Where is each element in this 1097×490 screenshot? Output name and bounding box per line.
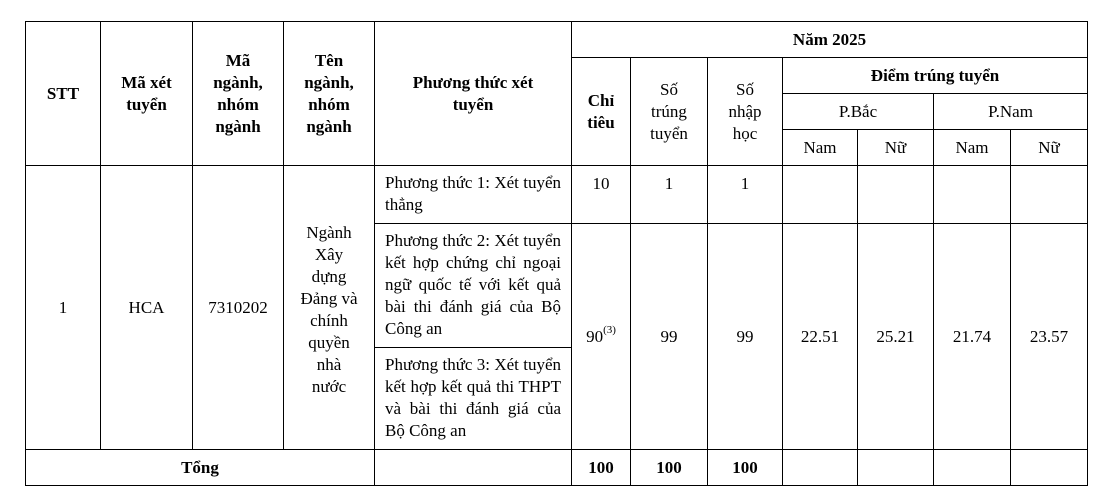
header-ma-nganh-line: Mã [225, 50, 251, 70]
row-stt: 1 [26, 166, 101, 450]
combined-p-nam-nu: 23.57 [1011, 224, 1088, 450]
combined-p-nam-nam: 21.74 [934, 224, 1011, 450]
total-chi-tieu: 100 [572, 450, 631, 486]
header-ma-xet-tuyen-line: tuyển [126, 94, 167, 114]
header-stt: STT [26, 22, 101, 166]
header-ma-xet-tuyen [101, 22, 193, 166]
total-p-bac-nu [858, 450, 934, 486]
header-ten-nganh-line: ngành, [304, 72, 354, 92]
total-p-nam-nu [1011, 450, 1088, 486]
header-p-bac-nam: Nam [783, 130, 858, 166]
total-row [26, 450, 1088, 486]
admission-results-table [25, 21, 1088, 486]
total-method-empty [375, 450, 572, 486]
row-ma-nganh: 7310202 [193, 166, 284, 450]
header-p-bac: P.Bắc [783, 94, 934, 130]
header-phuong-thuc [375, 22, 572, 166]
header-phuong-thuc-line: Phương thức xét [412, 72, 534, 92]
header-ten-nganh-line: nhóm [308, 94, 350, 114]
header-ma-xet-tuyen-line: Mã xét [121, 72, 172, 92]
combined-p-bac-nam: 22.51 [783, 224, 858, 450]
row-ten-nganh-line: Xây [314, 245, 344, 264]
header-so-trung-tuyen-line: Số [660, 79, 678, 99]
method-1-text: Phương thức 1: Xét tuyển thẳng [375, 166, 572, 224]
header-so-trung-tuyen-line: trúng [651, 101, 687, 121]
header-ma-nganh-line: nhóm [217, 94, 259, 114]
header-p-bac-nu: Nữ [858, 130, 934, 166]
header-chi-tieu-line: tiêu [587, 112, 615, 132]
row-ten-nganh-line: chính [310, 311, 348, 330]
row-ma-xet-tuyen: HCA [101, 166, 193, 450]
header-ten-nganh-line: Tên [314, 50, 344, 70]
chi-tieu-footnote-marker: (3) [603, 323, 616, 336]
method-1-so-nhap-hoc: 1 [708, 166, 783, 224]
method-1-p-bac-nam [783, 166, 858, 224]
method-1-p-nam-nam [934, 166, 1011, 224]
combined-chi-tieu [572, 224, 631, 450]
row-ten-nganh-line: quyền [308, 333, 350, 352]
header-ten-nganh-line: ngành [306, 116, 352, 136]
header-chi-tieu [572, 58, 631, 166]
combined-p-bac-nu: 25.21 [858, 224, 934, 450]
header-ten-nganh [284, 22, 375, 166]
row-ten-nganh-line: Đảng và [300, 289, 358, 308]
header-so-nhap-hoc-line: Số [736, 79, 754, 99]
method-1-p-nam-nu [1011, 166, 1088, 224]
header-so-nhap-hoc-line: nhập [728, 101, 762, 121]
header-diem-trung-tuyen: Điểm trúng tuyển [783, 58, 1088, 94]
total-p-nam-nam [934, 450, 1011, 486]
header-ma-nganh-line: ngành, [213, 72, 263, 92]
row-ten-nganh-line: nhà [316, 355, 342, 374]
method-2-text: Phương thức 2: Xét tuyển kết hợp chứng chỉ ngoại ngữ quốc tế với kết quả bài thi đánh giá của Bộ Công an [375, 224, 572, 348]
total-label: Tổng [26, 450, 375, 486]
table-row [26, 166, 1088, 224]
header-ma-nganh-line: ngành [215, 116, 261, 136]
header-p-nam-nu: Nữ [1011, 130, 1088, 166]
header-ma-nganh [193, 22, 284, 166]
header-chi-tieu-line: Chỉ [587, 90, 615, 110]
header-so-nhap-hoc-line: học [732, 123, 758, 143]
combined-so-trung-tuyen: 99 [631, 224, 708, 450]
header-so-nhap-hoc [708, 58, 783, 166]
header-so-trung-tuyen-line: tuyển [650, 123, 688, 143]
combined-chi-tieu-value: 90 [586, 326, 604, 346]
method-3-text: Phương thức 3: Xét tuyển kết hợp kết quả thi THPT và bài thi đánh giá của Bộ Công an [375, 348, 572, 450]
row-ten-nganh-line: Ngành [306, 223, 352, 242]
header-p-nam-nam: Nam [934, 130, 1011, 166]
total-so-nhap-hoc: 100 [708, 450, 783, 486]
header-year-group: Năm 2025 [572, 22, 1088, 58]
header-row-1 [26, 22, 1088, 58]
total-p-bac-nam [783, 450, 858, 486]
header-p-nam: P.Nam [934, 94, 1088, 130]
method-1-chi-tieu: 10 [572, 166, 631, 224]
row-ten-nganh [284, 166, 375, 450]
row-ten-nganh-line: nước [311, 377, 347, 396]
header-so-trung-tuyen [631, 58, 708, 166]
method-1-so-trung-tuyen: 1 [631, 166, 708, 224]
header-phuong-thuc-line: tuyển [452, 94, 494, 114]
total-so-trung-tuyen: 100 [631, 450, 708, 486]
row-ten-nganh-line: dựng [311, 267, 347, 286]
method-1-p-bac-nu [858, 166, 934, 224]
combined-so-nhap-hoc: 99 [708, 224, 783, 450]
